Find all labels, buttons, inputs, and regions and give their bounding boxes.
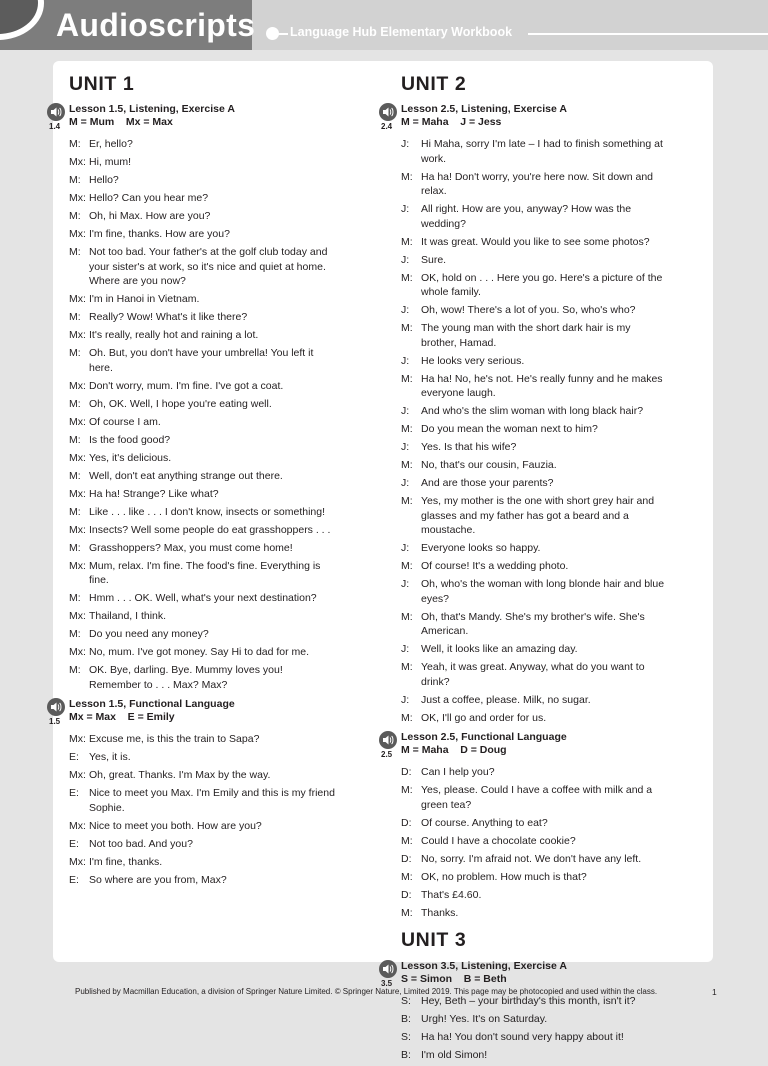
line-text: Not too bad. Your father's at the golf club today and your sister's at work, so it's nice and quiet at home. Where are you now? — [89, 246, 328, 287]
line-text: It's really, really hot and raining a lot. — [89, 329, 259, 341]
line-text: Sure. — [421, 253, 447, 266]
lesson-title: Lesson 1.5, Listening, Exercise A — [69, 103, 235, 115]
dialogue-line — [379, 834, 669, 849]
speaker-label: M: — [401, 834, 413, 847]
line-text: Ha ha! Strange? Like what? — [89, 487, 219, 500]
track-number: 3.5 — [381, 979, 393, 988]
copyright-notice: Published by Macmillan Education, a division of Springer Nature Limited. © Springer Nature, Limited 2019. This page may be photocopied and used within the class. — [75, 987, 658, 996]
speaker-label: M: — [69, 433, 81, 446]
line-text: Hmm . . . OK. Well, what's your next destination? — [89, 592, 317, 604]
speaker-label: B: — [401, 1013, 411, 1025]
line-text: OK. Bye, darling. Bye. Mummy loves you! Remember to . . . Max? Max? — [89, 664, 283, 691]
line-text: Oh, OK. Well, I hope you're eating well. — [89, 397, 272, 410]
line-text: Well, it looks like an amazing day. — [421, 643, 578, 655]
track-number: 1.4 — [49, 122, 61, 131]
lesson-title: Lesson 2.5, Functional Language — [401, 731, 567, 743]
speaker-label: J: — [401, 354, 410, 367]
audio-icon[interactable] — [47, 103, 65, 121]
lesson-block — [379, 103, 669, 129]
dialogue-line — [47, 292, 337, 307]
line-text: Hey, Beth – your birthday's this month, isn't it? — [421, 995, 636, 1007]
line-text: Hi, mum! — [89, 156, 131, 168]
line-text: Is the food good? — [89, 433, 171, 446]
speaker-label: M: — [401, 423, 413, 435]
line-text: And are those your parents? — [421, 477, 554, 489]
speaker-label: J: — [401, 203, 410, 215]
line-text: OK, hold on . . . Here you go. Here's a picture of the whole family. — [421, 271, 663, 298]
dialogue-line — [379, 577, 669, 606]
line-text: Insects? Well some people do eat grasshoppers . . . — [89, 523, 331, 536]
speaker-label: J: — [401, 405, 410, 417]
line-text: OK, I'll go and order for us. — [421, 711, 547, 724]
speaker-label: M: — [69, 469, 81, 482]
line-text: Of course. Anything to eat? — [421, 816, 548, 829]
dialogue-line — [379, 440, 669, 455]
speaker-label: M: — [401, 459, 413, 471]
dialogue-line — [47, 346, 337, 375]
speaker-label: Mx: — [69, 733, 86, 745]
line-text: Yes, please. Could I have a coffee with milk and a green tea? — [421, 784, 653, 811]
dialogue-line — [47, 609, 337, 624]
speaker-key: M = Mum Mx = Max — [69, 116, 173, 128]
dialogue-line — [47, 645, 337, 660]
left-column — [47, 70, 337, 891]
dialogue-line — [379, 816, 669, 831]
speaker-label: J: — [401, 253, 410, 266]
dialogue-line — [379, 271, 669, 300]
unit-heading: UNIT 2 — [401, 73, 467, 95]
line-text: No, that's our cousin, Fauzia. — [421, 459, 557, 471]
dialogue-line — [379, 559, 669, 574]
dialogue-line — [379, 422, 669, 437]
line-text: Yes. Is that his wife? — [421, 441, 517, 453]
speaker-label: M: — [69, 246, 81, 258]
dialogue-line — [379, 610, 669, 639]
dialogue-line — [47, 663, 337, 692]
line-text: Yes, my mother is the one with short grey hair and glasses and my father has got a beard and a moustache. — [421, 495, 655, 536]
speaker-label: D: — [401, 852, 412, 865]
lesson-block — [379, 731, 669, 757]
line-text: Do you need any money? — [89, 628, 209, 640]
line-text: Oh, that's Mandy. She's my brother's wife. She's American. — [421, 610, 645, 637]
dialogue-line — [47, 328, 337, 343]
line-text: Ha ha! No, he's not. He's really funny and he makes everyone laugh. — [421, 372, 663, 399]
dialogue-line — [47, 819, 337, 834]
speaker-label: Mx: — [69, 192, 86, 204]
header-bullet-tick — [278, 33, 288, 35]
dialogue-line — [47, 227, 337, 242]
speaker-label: M: — [401, 372, 413, 385]
speaker-key: S = Simon B = Beth — [401, 973, 507, 985]
line-text: OK, no problem. How much is that? — [421, 870, 587, 883]
dialogue-line — [379, 765, 669, 780]
speaker-label: B: — [401, 1049, 411, 1061]
audio-icon[interactable] — [379, 731, 397, 749]
speaker-label: E: — [69, 751, 79, 763]
speaker-label: Mx: — [69, 819, 86, 832]
dialogue-line — [47, 415, 337, 430]
audio-icon[interactable] — [47, 698, 65, 716]
dialogue-line — [379, 660, 669, 689]
speaker-label: M: — [69, 397, 81, 410]
dialogue-line — [379, 1048, 669, 1063]
speaker-label: S: — [401, 995, 411, 1007]
speaker-label: J: — [401, 304, 410, 316]
dialogue-line — [379, 642, 669, 657]
speaker-label: M: — [401, 784, 413, 796]
line-text: Oh, hi Max. How are you? — [89, 210, 211, 222]
line-text: It was great. Would you like to see some photos? — [421, 235, 650, 248]
speaker-label: M: — [401, 906, 413, 919]
unit-heading: UNIT 1 — [69, 73, 135, 95]
dialogue-line — [47, 855, 337, 870]
line-text: Urgh! Yes. It's on Saturday. — [421, 1013, 548, 1025]
dialogue-line — [47, 310, 337, 325]
line-text: That's £4.60. — [421, 888, 482, 901]
dialogue-line — [47, 433, 337, 448]
speaker-label: E: — [69, 873, 79, 886]
line-text: I'm fine, thanks. How are you? — [89, 228, 230, 240]
line-text: Yes, it is. — [89, 751, 131, 763]
line-text: I'm fine, thanks. — [89, 855, 163, 868]
dialogue-line — [47, 209, 337, 224]
track-number: 2.4 — [381, 122, 393, 131]
speaker-label: Mx: — [69, 415, 86, 428]
speaker-label: M: — [69, 505, 81, 518]
line-text: Er, hello? — [89, 138, 133, 150]
dialogue-line — [379, 476, 669, 491]
dialogue-line — [47, 559, 337, 588]
line-text: No, mum. I've got money. Say Hi to dad for me. — [89, 646, 310, 658]
line-text: Can I help you? — [421, 766, 495, 778]
line-text: Of course! It's a wedding photo. — [421, 560, 569, 572]
line-text: Ha ha! You don't sound very happy about it! — [421, 1031, 624, 1043]
speaker-label: M: — [401, 560, 413, 572]
line-text: Really? Wow! What's it like there? — [89, 311, 248, 323]
track-number: 2.5 — [381, 750, 393, 759]
line-text: And who's the slim woman with long black hair? — [421, 405, 644, 417]
dialogue-line — [47, 750, 337, 765]
speaker-label: S: — [401, 1031, 411, 1043]
speaker-label: M: — [401, 322, 413, 334]
line-text: Just a coffee, please. Milk, no sugar. — [421, 693, 591, 706]
dialogue-line — [47, 137, 337, 152]
dialogue-line — [379, 870, 669, 885]
line-text: The young man with the short dark hair is my brother, Hamad. — [421, 322, 631, 349]
dialogue-line — [379, 852, 669, 867]
line-text: No, sorry. I'm afraid not. We don't have any left. — [421, 852, 642, 865]
dialogue-line — [47, 379, 337, 394]
dialogue-line — [379, 783, 669, 812]
dialogue-line — [47, 469, 337, 484]
dialogue-line — [47, 523, 337, 538]
line-text: Could I have a chocolate cookie? — [421, 834, 576, 847]
dialogue-line — [379, 458, 669, 473]
line-text: Hello? — [89, 174, 119, 186]
line-text: Hi Maha, sorry I'm late – I had to finish something at work. — [421, 138, 663, 165]
line-text: Excuse me, is this the train to Sapa? — [89, 733, 260, 745]
dialogue-line — [47, 451, 337, 466]
speaker-label: D: — [401, 766, 412, 778]
line-text: Nice to meet you Max. I'm Emily and this is my friend Sophie. — [89, 787, 335, 814]
dialogue-line — [47, 487, 337, 502]
line-text: Oh, great. Thanks. I'm Max by the way. — [89, 769, 271, 781]
line-text: So where are you from, Max? — [89, 873, 227, 886]
header-rule — [528, 33, 768, 35]
line-text: Of course I am. — [89, 415, 161, 428]
speaker-label: M: — [69, 541, 81, 554]
dialogue-line — [47, 191, 337, 206]
line-text: Yes, it's delicious. — [89, 451, 172, 464]
page-header — [0, 0, 768, 50]
speaker-label: M: — [401, 495, 413, 507]
speaker-label: J: — [401, 477, 410, 489]
line-text: Nice to meet you both. How are you? — [89, 819, 262, 832]
speaker-label: M: — [69, 174, 81, 186]
page-title: Audioscripts — [56, 7, 256, 43]
audio-icon[interactable] — [379, 103, 397, 121]
dialogue-line — [379, 235, 669, 250]
line-text: Yeah, it was great. Anyway, what do you want to drink? — [421, 661, 645, 688]
dialogue — [47, 732, 337, 887]
line-text: Thailand, I think. — [89, 610, 167, 622]
speaker-key: M = Maha J = Jess — [401, 116, 502, 128]
speaker-label: Mx: — [69, 559, 86, 572]
line-text: Oh, who's the woman with long blonde hair and blue eyes? — [421, 578, 665, 605]
dialogue-line — [47, 837, 337, 852]
dialogue-line — [379, 711, 669, 726]
speaker-label: Mx: — [69, 293, 86, 305]
speaker-label: Mx: — [69, 523, 86, 536]
speaker-label: J: — [401, 441, 410, 453]
line-text: Like . . . like . . . I don't know, insects or something! — [89, 505, 326, 518]
dialogue-line — [47, 786, 337, 815]
speaker-label: M: — [401, 661, 413, 673]
line-text: Thanks. — [421, 906, 459, 919]
page-number: 1 — [712, 987, 717, 997]
speaker-label: M: — [69, 664, 81, 676]
line-text: Don't worry, mum. I'm fine. I've got a coat. — [89, 379, 284, 392]
dialogue-line — [379, 253, 669, 268]
dialogue-line — [47, 732, 337, 747]
lesson-title: Lesson 3.5, Listening, Exercise A — [401, 960, 567, 972]
speaker-label: M: — [401, 711, 413, 724]
dialogue-line — [47, 173, 337, 188]
line-text: Hello? Can you hear me? — [89, 192, 209, 204]
dialogue-line — [379, 137, 669, 166]
dialogue-line — [47, 768, 337, 783]
speaker-label: Mx: — [69, 646, 86, 658]
lesson-block — [47, 103, 337, 129]
dialogue — [379, 994, 669, 1063]
speaker-label: M: — [69, 311, 81, 323]
dialogue-line — [379, 906, 669, 921]
speaker-label: Mx: — [69, 451, 86, 464]
line-text: Oh, wow! There's a lot of you. So, who's who? — [421, 304, 636, 316]
speaker-label: M: — [69, 347, 81, 359]
dialogue-line — [379, 693, 669, 708]
dialogue — [379, 765, 669, 920]
speaker-label: E: — [69, 837, 79, 850]
dialogue-line — [379, 202, 669, 231]
speaker-label: J: — [401, 138, 410, 150]
dialogue-line — [379, 372, 669, 401]
dialogue-line — [47, 873, 337, 888]
speaker-key: M = Maha D = Doug — [401, 744, 507, 756]
dialogue-line — [379, 888, 669, 903]
audio-icon[interactable] — [379, 960, 397, 978]
book-title: Language Hub Elementary Workbook — [290, 25, 513, 39]
line-text: Well, don't eat anything strange out there. — [89, 469, 283, 482]
line-text: All right. How are you, anyway? How was the wedding? — [421, 203, 632, 230]
dialogue-line — [379, 354, 669, 369]
speaker-label: M: — [401, 870, 413, 883]
dialogue-line — [47, 591, 337, 606]
dialogue-line — [47, 627, 337, 642]
line-text: Not too bad. And you? — [89, 837, 193, 850]
speaker-label: Mx: — [69, 610, 86, 622]
lesson-block — [47, 698, 337, 724]
speaker-label: Mx: — [69, 156, 86, 168]
unit-heading: UNIT 3 — [401, 929, 467, 951]
dialogue — [379, 137, 669, 725]
dialogue-line — [47, 541, 337, 556]
dialogue-line — [47, 245, 337, 289]
speaker-label: Mx: — [69, 769, 86, 781]
line-text: Grasshoppers? Max, you must come home! — [89, 541, 293, 554]
dialogue-line — [379, 170, 669, 199]
speaker-label: Mx: — [69, 228, 86, 240]
speaker-label: M: — [69, 628, 81, 640]
speaker-label: M: — [401, 610, 413, 623]
speaker-label: E: — [69, 787, 79, 799]
speaker-label: Mx: — [69, 487, 86, 500]
line-text: He looks very serious. — [421, 354, 525, 367]
dialogue — [47, 137, 337, 692]
speaker-label: D: — [401, 888, 412, 901]
speaker-label: J: — [401, 542, 410, 554]
lesson-block — [379, 960, 669, 986]
line-text: Everyone looks so happy. — [421, 542, 541, 554]
dialogue-line — [47, 505, 337, 520]
line-text: Ha ha! Don't worry, you're here now. Sit down and relax. — [421, 170, 654, 197]
dialogue-line — [379, 404, 669, 419]
lesson-title: Lesson 2.5, Listening, Exercise A — [401, 103, 567, 115]
dialogue-line — [379, 541, 669, 556]
line-text: Mum, relax. I'm fine. The food's fine. Everything is fine. — [89, 559, 321, 586]
speaker-label: J: — [401, 643, 410, 655]
dialogue-line — [47, 397, 337, 412]
line-text: I'm in Hanoi in Vietnam. — [89, 293, 200, 305]
dialogue-line — [379, 303, 669, 318]
lesson-title: Lesson 1.5, Functional Language — [69, 698, 235, 710]
speaker-label: J: — [401, 578, 410, 590]
speaker-label: M: — [401, 235, 413, 248]
dialogue-line — [379, 1030, 669, 1045]
dialogue-line — [47, 155, 337, 170]
speaker-label: M: — [69, 138, 81, 150]
speaker-label: J: — [401, 693, 410, 706]
speaker-label: D: — [401, 816, 412, 829]
speaker-label: Mx: — [69, 855, 86, 868]
line-text: Oh. But, you don't have your umbrella! You left it here. — [89, 347, 314, 374]
dialogue-line — [379, 321, 669, 350]
speaker-label: M: — [401, 271, 413, 284]
dialogue-line — [379, 494, 669, 538]
speaker-label: M: — [69, 210, 81, 222]
speaker-key: Mx = Max E = Emily — [69, 711, 175, 723]
speaker-label: M: — [69, 592, 81, 604]
dialogue-line — [379, 994, 669, 1009]
line-text: Do you mean the woman next to him? — [421, 423, 598, 435]
track-number: 1.5 — [49, 717, 61, 726]
right-column — [379, 70, 669, 1066]
line-text: I'm old Simon! — [421, 1049, 488, 1061]
speaker-label: Mx: — [69, 329, 86, 341]
dialogue-line — [379, 1012, 669, 1027]
speaker-label: Mx: — [69, 379, 86, 392]
speaker-label: M: — [401, 170, 413, 183]
